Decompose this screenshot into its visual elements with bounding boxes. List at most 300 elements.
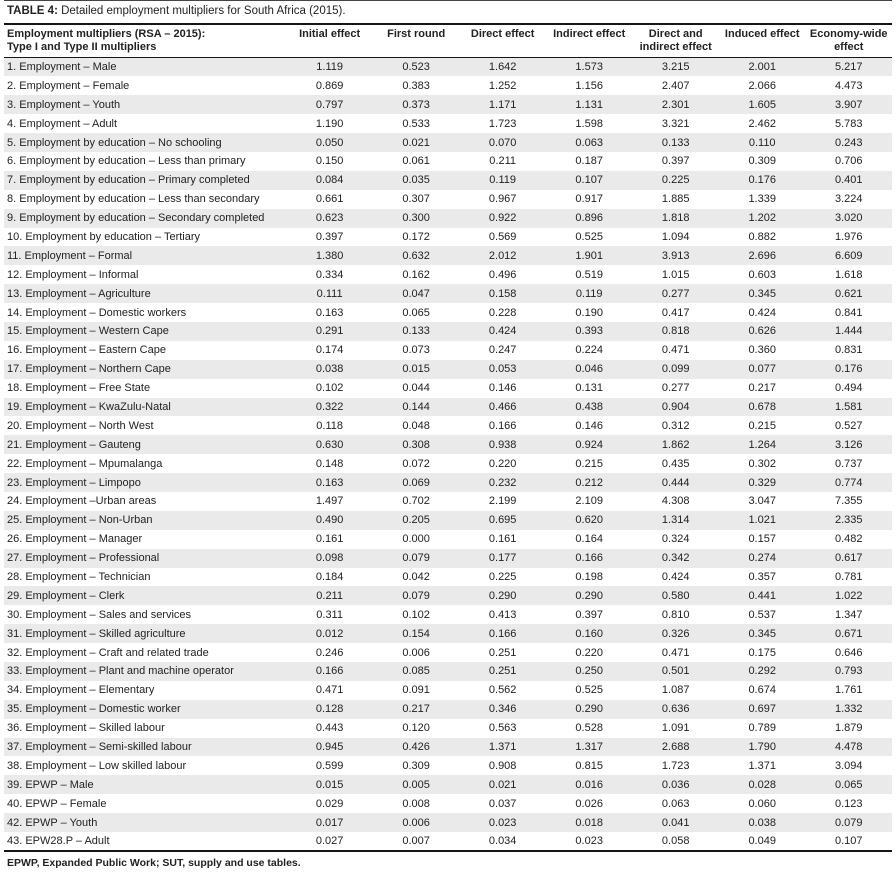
cell-value: 0.471 bbox=[315, 684, 344, 697]
table-row bbox=[4, 209, 892, 228]
cell-value: 0.519 bbox=[575, 268, 603, 281]
row-label: 8. Employment by education – Less than secondary bbox=[7, 193, 260, 206]
table-row bbox=[4, 228, 892, 247]
cell-value: 0.215 bbox=[575, 457, 603, 470]
cell-value: 0.158 bbox=[488, 287, 517, 300]
row-label: 15. Employment – Western Cape bbox=[7, 325, 169, 338]
cell-value: 0.435 bbox=[661, 457, 690, 470]
cell-value: 2.199 bbox=[488, 495, 517, 508]
cell-value: 0.697 bbox=[748, 703, 776, 716]
cell-value: 0.017 bbox=[315, 816, 344, 829]
cell-value: 0.166 bbox=[488, 627, 517, 640]
cell-value: 0.174 bbox=[315, 344, 344, 357]
cell-value: 0.046 bbox=[575, 363, 603, 376]
cell-value: 0.357 bbox=[748, 570, 776, 583]
cell-value: 0.047 bbox=[402, 287, 430, 300]
table-row bbox=[4, 681, 892, 700]
header-row bbox=[4, 25, 892, 58]
row-label: 11. Employment – Formal bbox=[7, 249, 133, 262]
cell-value: 2.335 bbox=[834, 514, 863, 527]
cell-value: 0.329 bbox=[748, 476, 776, 489]
cell-value: 0.146 bbox=[488, 382, 517, 395]
cell-value: 1.642 bbox=[488, 61, 517, 74]
cell-value: 5.783 bbox=[834, 117, 863, 130]
cell-value: 0.290 bbox=[575, 703, 603, 716]
cell-value: 0.110 bbox=[748, 136, 776, 149]
cell-value: 1.171 bbox=[488, 98, 517, 111]
cell-value: 6.609 bbox=[834, 249, 863, 262]
row-label: 42. EPWP – Youth bbox=[7, 816, 98, 829]
cell-value: 0.079 bbox=[402, 589, 430, 602]
cell-value: 3.215 bbox=[661, 61, 690, 74]
cell-value: 1.202 bbox=[748, 212, 776, 225]
cell-value: 3.321 bbox=[661, 117, 690, 130]
row-label: 19. Employment – KwaZulu-Natal bbox=[7, 400, 171, 413]
cell-value: 1.190 bbox=[315, 117, 344, 130]
cell-value: 2.462 bbox=[748, 117, 776, 130]
cell-value: 0.620 bbox=[575, 514, 603, 527]
row-label: 43. EPW28.P – Adult bbox=[7, 834, 110, 847]
cell-value: 0.217 bbox=[748, 382, 776, 395]
cell-value: 0.815 bbox=[575, 759, 603, 772]
cell-value: 4.308 bbox=[661, 495, 690, 508]
table-row bbox=[4, 530, 892, 549]
cell-value: 0.163 bbox=[315, 306, 344, 319]
cell-value: 1.901 bbox=[575, 249, 603, 262]
cell-value: 0.061 bbox=[402, 155, 430, 168]
cell-value: 0.190 bbox=[575, 306, 603, 319]
cell-value: 1.573 bbox=[575, 61, 603, 74]
cell-value: 0.603 bbox=[748, 268, 776, 281]
cell-value: 0.311 bbox=[316, 608, 343, 621]
cell-value: 0.042 bbox=[402, 570, 430, 583]
cell-value: 0.896 bbox=[575, 212, 603, 225]
table-row bbox=[4, 133, 892, 152]
cell-value: 0.397 bbox=[575, 608, 603, 621]
row-label: 24. Employment –Urban areas bbox=[7, 495, 157, 508]
cell-value: 0.161 bbox=[488, 533, 517, 546]
cell-value: 2.012 bbox=[488, 249, 517, 262]
table-row bbox=[4, 265, 892, 284]
cell-value: 1.317 bbox=[575, 741, 603, 753]
cell-value: 0.166 bbox=[488, 419, 517, 432]
cell-value: 0.882 bbox=[748, 230, 776, 243]
row-label: 34. Employment – Elementary bbox=[7, 684, 155, 697]
table-header bbox=[4, 25, 892, 58]
row-label: 14. Employment – Domestic workers bbox=[7, 306, 187, 319]
cell-value: 1.879 bbox=[834, 722, 863, 735]
cell-value: 7.355 bbox=[834, 495, 863, 508]
cell-value: 0.102 bbox=[315, 382, 344, 395]
cell-value: 0.251 bbox=[488, 646, 517, 659]
column-header-line2: Type I and Type II multipliers bbox=[7, 40, 157, 53]
cell-value: 0.360 bbox=[748, 344, 776, 357]
cell-value: 0.494 bbox=[834, 382, 863, 395]
cell-value: 0.397 bbox=[661, 155, 690, 168]
cell-value: 0.617 bbox=[834, 552, 863, 565]
table-row bbox=[4, 605, 892, 624]
cell-value: 1.723 bbox=[488, 117, 517, 130]
cell-value: 0.247 bbox=[488, 344, 517, 357]
cell-value: 1.314 bbox=[661, 514, 690, 527]
table-row bbox=[4, 662, 892, 681]
row-label: 37. Employment – Semi-skilled labour bbox=[7, 741, 192, 753]
cell-value: 0.695 bbox=[488, 514, 517, 527]
cell-value: 1.087 bbox=[661, 684, 690, 697]
cell-value: 0.438 bbox=[575, 400, 603, 413]
cell-value: 3.913 bbox=[661, 249, 690, 262]
cell-value: 0.424 bbox=[748, 306, 776, 319]
cell-value: 0.324 bbox=[661, 533, 690, 546]
cell-value: 0.123 bbox=[834, 797, 863, 810]
cell-value: 0.000 bbox=[402, 533, 430, 546]
cell-value: 0.148 bbox=[315, 457, 344, 470]
cell-value: 0.471 bbox=[661, 344, 690, 357]
cell-value: 0.091 bbox=[402, 684, 430, 697]
row-label: 27. Employment – Professional bbox=[7, 552, 160, 565]
cell-value: 0.021 bbox=[488, 778, 517, 791]
cell-value: 0.175 bbox=[748, 646, 776, 659]
cell-value: 3.020 bbox=[834, 212, 863, 225]
cell-value: 0.053 bbox=[488, 363, 517, 376]
row-label: 32. Employment – Craft and related trade bbox=[7, 646, 209, 659]
cell-value: 0.308 bbox=[402, 438, 430, 451]
cell-value: 0.005 bbox=[402, 778, 430, 791]
cell-value: 0.036 bbox=[661, 778, 690, 791]
cell-value: 0.073 bbox=[402, 344, 430, 357]
row-label: 23. Employment – Limpopo bbox=[7, 476, 141, 489]
cell-value: 0.212 bbox=[575, 476, 603, 489]
cell-value: 0.098 bbox=[315, 552, 344, 565]
table-row bbox=[4, 435, 892, 454]
cell-value: 0.793 bbox=[834, 665, 863, 678]
cell-value: 0.309 bbox=[748, 155, 776, 168]
row-label: 5. Employment by education – No schooling bbox=[7, 136, 222, 149]
cell-value: 1.332 bbox=[834, 703, 863, 716]
table-row bbox=[4, 114, 892, 133]
cell-value: 2.407 bbox=[661, 79, 690, 92]
table-row bbox=[4, 360, 892, 379]
cell-value: 0.187 bbox=[575, 155, 603, 168]
cell-value: 0.077 bbox=[748, 363, 776, 376]
cell-value: 0.120 bbox=[402, 722, 430, 735]
row-label: 1. Employment – Male bbox=[7, 61, 117, 74]
cell-value: 0.904 bbox=[661, 400, 690, 413]
table-row bbox=[4, 322, 892, 341]
cell-value: 0.309 bbox=[402, 759, 430, 772]
cell-value: 0.326 bbox=[661, 627, 690, 640]
cell-value: 0.246 bbox=[315, 646, 344, 659]
cell-value: 0.028 bbox=[748, 778, 776, 791]
cell-value: 0.922 bbox=[488, 212, 517, 225]
table-row bbox=[4, 700, 892, 719]
cell-value: 0.630 bbox=[315, 438, 344, 451]
cell-value: 0.063 bbox=[661, 797, 690, 810]
column-header: Indirect effect bbox=[546, 25, 633, 58]
cell-value: 0.146 bbox=[575, 419, 603, 432]
column-header: Economy-wide effect bbox=[805, 25, 892, 58]
cell-value: 0.228 bbox=[488, 306, 517, 319]
cell-value: 2.696 bbox=[748, 249, 776, 262]
row-label: 7. Employment by education – Primary completed bbox=[7, 174, 250, 187]
cell-value: 1.976 bbox=[834, 230, 863, 243]
cell-value: 2.066 bbox=[748, 79, 776, 92]
cell-value: 1.380 bbox=[315, 249, 344, 262]
row-label: 2. Employment – Female bbox=[7, 79, 130, 92]
cell-value: 1.818 bbox=[661, 212, 690, 225]
row-label: 6. Employment by education – Less than primary bbox=[7, 155, 246, 168]
cell-value: 0.029 bbox=[315, 797, 344, 810]
table-row bbox=[4, 511, 892, 530]
column-header: Direct effect bbox=[459, 25, 546, 58]
cell-value: 1.022 bbox=[834, 589, 863, 602]
cell-value: 0.026 bbox=[575, 797, 603, 810]
cell-value: 0.176 bbox=[834, 363, 863, 376]
cell-value: 0.277 bbox=[661, 382, 690, 395]
table-caption bbox=[4, 0, 892, 25]
cell-value: 0.162 bbox=[402, 268, 430, 281]
cell-value: 0.050 bbox=[315, 136, 344, 149]
row-label: 4. Employment – Adult bbox=[7, 117, 118, 130]
table-body bbox=[4, 58, 892, 851]
table-row bbox=[4, 398, 892, 417]
cell-value: 1.156 bbox=[575, 79, 603, 92]
row-label: 13. Employment – Agriculture bbox=[7, 287, 151, 300]
cell-value: 0.217 bbox=[402, 703, 430, 716]
cell-value: 0.211 bbox=[316, 589, 343, 602]
cell-value: 0.290 bbox=[488, 589, 517, 602]
cell-value: 0.016 bbox=[575, 778, 603, 791]
cell-value: 0.501 bbox=[661, 665, 690, 678]
cell-value: 0.373 bbox=[402, 98, 430, 111]
table-row bbox=[4, 492, 892, 511]
cell-value: 0.133 bbox=[402, 325, 430, 338]
cell-value: 0.205 bbox=[402, 514, 430, 527]
cell-value: 0.177 bbox=[488, 552, 517, 565]
cell-value: 0.163 bbox=[315, 476, 344, 489]
cell-value: 0.243 bbox=[834, 136, 863, 149]
cell-value: 0.023 bbox=[488, 816, 517, 829]
cell-value: 5.217 bbox=[834, 61, 863, 74]
table-row bbox=[4, 643, 892, 662]
table-row bbox=[4, 190, 892, 209]
table-caption-text: Detailed employment multipliers for South Africa (2015). bbox=[61, 5, 346, 17]
cell-value: 1.862 bbox=[661, 438, 690, 451]
cell-value: 1.723 bbox=[661, 759, 690, 772]
cell-value: 0.224 bbox=[575, 344, 603, 357]
cell-value: 0.021 bbox=[402, 136, 430, 149]
cell-value: 0.908 bbox=[488, 759, 517, 772]
cell-value: 0.176 bbox=[748, 174, 776, 187]
cell-value: 0.015 bbox=[315, 778, 344, 791]
cell-value: 0.048 bbox=[402, 419, 430, 432]
cell-value: 0.537 bbox=[748, 608, 776, 621]
cell-value: 0.569 bbox=[488, 230, 517, 243]
cell-value: 0.621 bbox=[834, 287, 863, 300]
row-label: 21. Employment – Gauteng bbox=[7, 438, 141, 451]
cell-value: 0.079 bbox=[402, 552, 430, 565]
table-row bbox=[4, 454, 892, 473]
cell-value: 0.085 bbox=[402, 665, 430, 678]
column-header-line1: Employment multipliers (RSA – 2015): bbox=[7, 28, 206, 40]
cell-value: 2.688 bbox=[661, 741, 690, 753]
cell-value: 0.413 bbox=[488, 608, 517, 621]
row-label: 16. Employment – Eastern Cape bbox=[7, 344, 166, 357]
table-row bbox=[4, 832, 892, 851]
cell-value: 0.220 bbox=[575, 646, 603, 659]
row-label: 33. Employment – Plant and machine operator bbox=[7, 665, 234, 678]
cell-value: 0.424 bbox=[488, 325, 517, 338]
cell-value: 2.301 bbox=[661, 98, 690, 111]
cell-value: 0.102 bbox=[402, 608, 430, 621]
cell-value: 0.291 bbox=[315, 325, 344, 338]
table-row bbox=[4, 549, 892, 568]
cell-value: 0.401 bbox=[834, 174, 863, 187]
cell-value: 0.781 bbox=[834, 570, 863, 583]
cell-value: 1.021 bbox=[748, 514, 776, 527]
cell-value: 0.671 bbox=[834, 627, 863, 640]
cell-value: 0.466 bbox=[488, 400, 517, 413]
cell-value: 0.038 bbox=[748, 816, 776, 829]
cell-value: 0.198 bbox=[575, 570, 603, 583]
row-label: 22. Employment – Mpumalanga bbox=[7, 457, 163, 470]
cell-value: 0.250 bbox=[575, 665, 603, 678]
cell-value: 0.211 bbox=[489, 155, 517, 168]
cell-value: 1.444 bbox=[834, 325, 863, 338]
cell-value: 0.034 bbox=[488, 834, 517, 847]
cell-value: 0.220 bbox=[488, 457, 517, 470]
cell-value: 0.527 bbox=[834, 419, 863, 432]
cell-value: 0.154 bbox=[402, 627, 430, 640]
cell-value: 0.111 bbox=[316, 287, 343, 300]
row-label: 35. Employment – Domestic worker bbox=[7, 703, 181, 716]
cell-value: 0.119 bbox=[575, 287, 603, 300]
cell-value: 0.128 bbox=[315, 703, 344, 716]
cell-value: 0.312 bbox=[661, 419, 690, 432]
cell-value: 0.251 bbox=[488, 665, 517, 678]
column-header: Initial effect bbox=[286, 25, 373, 58]
cell-value: 1.015 bbox=[661, 268, 690, 281]
employment-multipliers-table bbox=[4, 25, 892, 852]
table-row bbox=[4, 171, 892, 190]
row-label: 30. Employment – Sales and services bbox=[7, 608, 192, 621]
cell-value: 0.166 bbox=[575, 552, 603, 565]
row-label: 17. Employment – Northern Cape bbox=[7, 363, 171, 376]
cell-value: 0.038 bbox=[315, 363, 344, 376]
cell-value: 1.264 bbox=[748, 438, 776, 451]
cell-value: 0.099 bbox=[661, 363, 690, 376]
cell-value: 0.383 bbox=[402, 79, 430, 92]
cell-value: 0.119 bbox=[489, 174, 517, 187]
cell-value: 0.160 bbox=[575, 627, 603, 640]
table-row bbox=[4, 416, 892, 435]
cell-value: 0.334 bbox=[315, 268, 344, 281]
table-row bbox=[4, 303, 892, 322]
cell-value: 1.091 bbox=[661, 722, 690, 735]
table-row bbox=[4, 58, 892, 77]
cell-value: 1.131 bbox=[575, 98, 603, 111]
column-header-multipliers bbox=[4, 25, 286, 58]
cell-value: 0.626 bbox=[748, 325, 776, 338]
cell-value: 1.347 bbox=[834, 608, 863, 621]
cell-value: 0.917 bbox=[575, 193, 603, 206]
cell-value: 0.322 bbox=[315, 400, 344, 413]
table-footnote: EPWP, Expanded Public Work; SUT, supply and use tables. bbox=[7, 856, 301, 869]
cell-value: 0.393 bbox=[575, 325, 603, 338]
row-label: 31. Employment – Skilled agriculture bbox=[7, 627, 186, 640]
cell-value: 1.371 bbox=[748, 759, 776, 772]
cell-value: 0.037 bbox=[488, 797, 517, 810]
cell-value: 0.184 bbox=[315, 570, 344, 583]
cell-value: 1.339 bbox=[748, 193, 776, 206]
cell-value: 0.661 bbox=[315, 193, 344, 206]
cell-value: 0.342 bbox=[661, 552, 690, 565]
cell-value: 3.126 bbox=[834, 438, 863, 451]
cell-value: 0.006 bbox=[402, 816, 430, 829]
table-row bbox=[4, 624, 892, 643]
cell-value: 0.069 bbox=[402, 476, 430, 489]
cell-value: 0.060 bbox=[748, 797, 776, 810]
table-row bbox=[4, 586, 892, 605]
table-number-label: TABLE 4: bbox=[7, 5, 58, 17]
cell-value: 0.967 bbox=[488, 193, 517, 206]
cell-value: 0.157 bbox=[748, 533, 776, 546]
cell-value: 1.371 bbox=[488, 741, 517, 753]
cell-value: 0.702 bbox=[402, 495, 430, 508]
cell-value: 1.581 bbox=[834, 400, 863, 413]
row-label: 28. Employment – Technician bbox=[7, 570, 151, 583]
cell-value: 0.065 bbox=[402, 306, 430, 319]
cell-value: 0.528 bbox=[575, 722, 603, 735]
cell-value: 0.523 bbox=[402, 61, 430, 74]
cell-value: 0.345 bbox=[748, 287, 776, 300]
cell-value: 0.058 bbox=[661, 834, 690, 847]
cell-value: 0.789 bbox=[748, 722, 776, 735]
cell-value: 0.636 bbox=[661, 703, 690, 716]
table-row bbox=[4, 341, 892, 360]
cell-value: 0.084 bbox=[315, 174, 344, 187]
row-label: 26. Employment – Manager bbox=[7, 533, 143, 546]
cell-value: 0.632 bbox=[402, 249, 430, 262]
cell-value: 0.150 bbox=[315, 155, 344, 168]
cell-value: 0.424 bbox=[661, 570, 690, 583]
cell-value: 0.065 bbox=[834, 778, 863, 791]
table-row bbox=[4, 719, 892, 738]
cell-value: 0.938 bbox=[488, 438, 517, 451]
cell-value: 0.444 bbox=[661, 476, 690, 489]
cell-value: 0.144 bbox=[402, 400, 430, 413]
cell-value: 0.225 bbox=[488, 570, 517, 583]
row-label: 20. Employment – North West bbox=[7, 419, 154, 432]
cell-value: 0.810 bbox=[661, 608, 690, 621]
cell-value: 0.397 bbox=[315, 230, 344, 243]
cell-value: 0.049 bbox=[748, 834, 776, 847]
cell-value: 0.345 bbox=[748, 627, 776, 640]
cell-value: 0.012 bbox=[315, 627, 344, 640]
cell-value: 0.737 bbox=[834, 457, 863, 470]
cell-value: 0.562 bbox=[488, 684, 517, 697]
cell-value: 0.164 bbox=[575, 533, 603, 546]
cell-value: 4.473 bbox=[834, 79, 863, 92]
cell-value: 0.027 bbox=[315, 834, 344, 847]
cell-value: 0.525 bbox=[575, 230, 603, 243]
cell-value: 0.307 bbox=[402, 193, 430, 206]
cell-value: 0.818 bbox=[661, 325, 690, 338]
cell-value: 1.598 bbox=[575, 117, 603, 130]
cell-value: 0.706 bbox=[834, 155, 863, 168]
cell-value: 0.417 bbox=[661, 306, 690, 319]
column-header: First round bbox=[373, 25, 460, 58]
